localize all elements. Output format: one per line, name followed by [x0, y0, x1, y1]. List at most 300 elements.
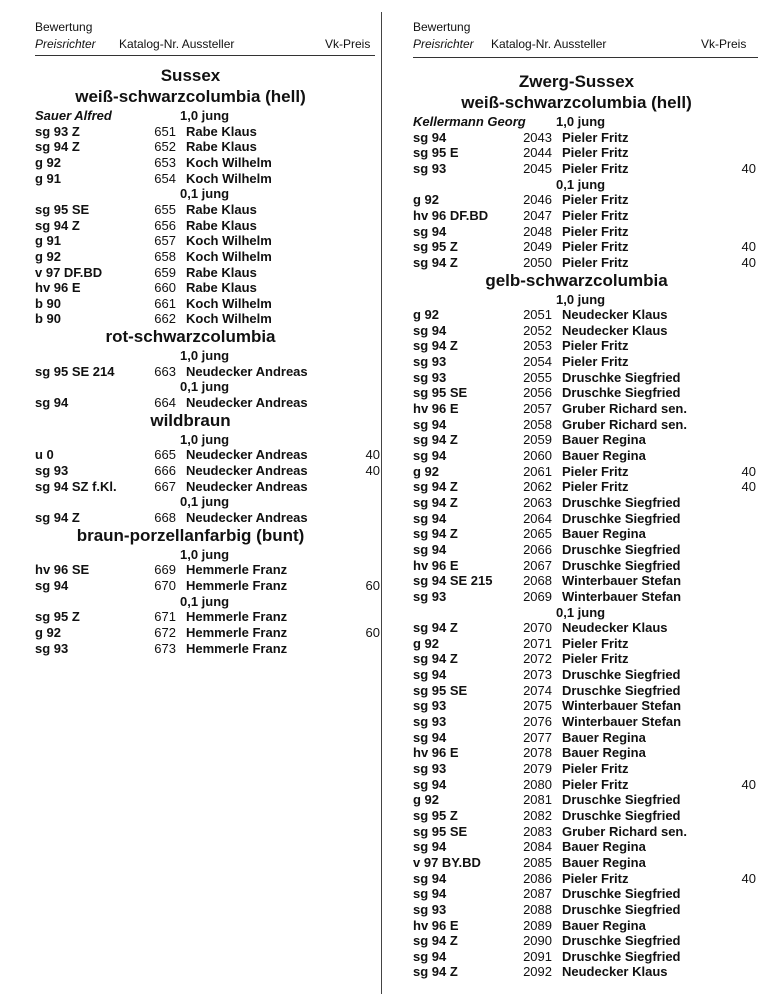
exhibitor-name: Pieler Fritz — [562, 338, 629, 354]
breed-heading: rot-schwarzcolumbia — [105, 327, 276, 347]
exhibitor-name: Neudecker Andreas — [186, 463, 308, 478]
table-row — [0, 265, 381, 281]
catalog-number: 664 — [154, 395, 176, 411]
catalog-number: 669 — [154, 562, 176, 578]
grade-cell: hv 96 E — [413, 401, 459, 417]
exhibitor-name: Koch Wilhelm — [186, 233, 272, 249]
catalog-number: 662 — [154, 311, 176, 327]
table-row — [0, 447, 381, 463]
sale-price: 40 — [741, 776, 756, 792]
grade-cell: g 92 — [413, 792, 440, 808]
catalog-number: 672 — [154, 624, 176, 640]
catalog-number: 2065 — [523, 526, 552, 542]
catalog-number: 2053 — [523, 338, 552, 354]
table-row — [386, 964, 767, 980]
exhibitor-name: Koch Wilhelm — [186, 311, 272, 327]
grade-cell: sg 93 — [413, 761, 447, 776]
grade-cell: g 92 — [413, 307, 440, 323]
exhibitor-name: Pieler Fritz — [562, 635, 629, 651]
catalog-number: 2089 — [523, 917, 552, 933]
exhibitor-name: Koch Wilhelm — [186, 170, 272, 186]
catalog-number: 2076 — [523, 714, 552, 730]
grade-cell: sg 94 SE 215 — [413, 573, 493, 589]
table-row — [386, 307, 767, 323]
table-row — [386, 255, 767, 271]
table-row — [0, 296, 381, 312]
catalog-number: 668 — [154, 509, 176, 525]
exhibitor-name: Rabe Klaus — [186, 123, 257, 139]
grade-cell: g 92 — [35, 154, 62, 170]
grade-cell: sg 93 — [413, 714, 447, 730]
catalog-number: 2049 — [523, 239, 552, 255]
table-row — [386, 542, 767, 558]
exhibitor-name: Pieler Fritz — [562, 160, 629, 176]
table-row — [386, 761, 767, 777]
table-row — [386, 730, 767, 746]
judge-name: Kellermann Georg — [413, 114, 526, 129]
table-row — [386, 208, 767, 224]
grade-cell: sg 94 — [413, 776, 447, 792]
catalog-number: 651 — [154, 123, 176, 139]
grade-cell: sg 94 Z — [413, 651, 458, 667]
grade-cell: sg 94 — [413, 448, 447, 463]
grade-cell: v 97 DF.BD — [35, 264, 103, 280]
sale-price: 40 — [741, 160, 756, 176]
grade-cell: b 90 — [35, 311, 62, 327]
catalog-number: 2066 — [523, 541, 552, 557]
exhibitor-name: Neudecker Andreas — [186, 447, 308, 463]
grade-cell: u 0 — [35, 447, 54, 463]
exhibitor-name: Pieler Fritz — [562, 254, 629, 270]
exhibitor-name: Koch Wilhelm — [186, 248, 272, 264]
table-row — [386, 824, 767, 840]
table-row — [0, 364, 381, 380]
exhibitor-name: Druschke Siegfried — [562, 510, 681, 526]
exhibitor-name: Neudecker Klaus — [562, 620, 668, 636]
exhibitor-name: Gruber Richard sen. — [562, 416, 687, 432]
grade-cell: g 91 — [35, 170, 62, 186]
table-row — [386, 323, 767, 339]
table-row — [386, 224, 767, 240]
grade-cell: sg 94 — [413, 870, 447, 886]
group-label: 0,1 jung — [180, 494, 230, 510]
sale-price: 40 — [365, 463, 380, 478]
grade-cell: g 91 — [35, 233, 62, 249]
exhibitor-name: Hemmerle Franz — [186, 562, 288, 578]
catalog-number: 653 — [154, 154, 176, 170]
catalog-number: 2082 — [523, 807, 552, 823]
catalog-number: 2090 — [523, 933, 552, 949]
catalog-number: 2057 — [523, 401, 552, 417]
group-label: 1,0 jung — [180, 348, 230, 364]
exhibitor-name: Neudecker Klaus — [562, 322, 668, 338]
group-label: 0,1 jung — [556, 604, 606, 620]
catalog-number: 659 — [154, 264, 176, 280]
exhibitor-name: Hemmerle Franz — [186, 609, 288, 625]
header-preisrichter: Preisrichter — [413, 37, 474, 51]
catalog-number: 2060 — [523, 448, 552, 463]
column-divider — [381, 12, 382, 994]
exhibitor-name: Koch Wilhelm — [186, 154, 272, 170]
catalog-number: 2077 — [523, 729, 552, 745]
table-row — [0, 155, 381, 171]
catalog-number: 2087 — [523, 886, 552, 902]
grade-cell: sg 93 — [413, 369, 447, 385]
catalog-number: 2055 — [523, 369, 552, 385]
exhibitor-name: Hemmerle Franz — [186, 624, 288, 640]
exhibitor-name: Druschke Siegfried — [562, 933, 681, 949]
exhibitor-name: Bauer Regina — [562, 526, 646, 542]
exhibitor-name: Druschke Siegfried — [562, 682, 681, 698]
table-row — [386, 839, 767, 855]
table-row — [0, 510, 381, 526]
catalog-number: 665 — [154, 447, 176, 463]
table-row — [0, 218, 381, 234]
table-row — [386, 526, 767, 542]
table-row — [386, 777, 767, 793]
group-label: 1,0 jung — [180, 546, 230, 562]
exhibitor-name: Pieler Fritz — [562, 192, 629, 208]
table-row — [386, 573, 767, 589]
exhibitor-name: Neudecker Andreas — [186, 363, 308, 379]
table-row — [386, 871, 767, 887]
exhibitor-name: Druschke Siegfried — [562, 369, 681, 385]
breed-heading: weiß-schwarzcolumbia (hell) — [461, 93, 692, 112]
grade-cell: sg 94 — [413, 416, 447, 432]
table-row — [386, 338, 767, 354]
table-row — [386, 855, 767, 871]
grade-cell: sg 94 Z — [35, 509, 80, 525]
grade-cell: sg 95 Z — [413, 239, 458, 255]
catalog-number: 2056 — [523, 385, 552, 401]
catalog-number: 2079 — [523, 761, 552, 776]
sale-price: 40 — [741, 479, 756, 495]
sale-price: 40 — [741, 239, 756, 255]
grade-cell: sg 94 — [413, 886, 447, 902]
table-row — [386, 145, 767, 161]
grade-cell: sg 93 — [413, 354, 447, 370]
table-row — [386, 511, 767, 527]
catalog-number: 2071 — [523, 635, 552, 651]
catalog-number: 2051 — [523, 307, 552, 323]
exhibitor-name: Hemmerle Franz — [186, 577, 288, 593]
catalog-number: 2064 — [523, 510, 552, 526]
grade-cell: hv 96 E — [35, 280, 81, 296]
header-vk-preis: Vk-Preis — [325, 37, 371, 51]
grade-cell: sg 94 — [413, 667, 447, 683]
catalog-number: 673 — [154, 640, 176, 656]
sale-price: 60 — [365, 624, 380, 640]
exhibitor-name: Rabe Klaus — [186, 139, 257, 155]
grade-cell: sg 94 — [413, 839, 447, 855]
table-row — [0, 124, 381, 140]
grade-cell: sg 94 Z — [413, 620, 458, 636]
table-row — [0, 280, 381, 296]
table-row — [386, 636, 767, 652]
header-rule — [35, 55, 375, 56]
grade-cell: sg 93 — [413, 901, 447, 917]
group-label: 0,1 jung — [180, 379, 230, 395]
catalog-number: 2048 — [523, 223, 552, 239]
catalog-number: 2062 — [523, 479, 552, 495]
catalog-number: 2043 — [523, 129, 552, 145]
table-row — [386, 620, 767, 636]
grade-cell: sg 94 Z — [413, 964, 458, 980]
table-row — [386, 683, 767, 699]
exhibitor-name: Winterbauer Stefan — [562, 588, 682, 604]
exhibitor-name: Hemmerle Franz — [186, 640, 288, 656]
table-row — [386, 918, 767, 934]
catalog-number: 2078 — [523, 745, 552, 761]
exhibitor-name: Bauer Regina — [562, 729, 646, 745]
sale-price: 40 — [741, 254, 756, 270]
grade-cell: g 92 — [413, 192, 440, 208]
catalog-number: 671 — [154, 609, 176, 625]
exhibitor-name: Neudecker Andreas — [186, 478, 308, 494]
table-row — [386, 385, 767, 401]
grade-cell: g 92 — [35, 248, 62, 264]
table-row — [386, 354, 767, 370]
catalog-number: 2091 — [523, 948, 552, 964]
catalog-number: 2083 — [523, 823, 552, 839]
grade-cell: sg 94 Z — [35, 139, 80, 155]
exhibitor-name: Pieler Fritz — [562, 129, 629, 145]
exhibitor-name: Koch Wilhelm — [186, 295, 272, 311]
exhibitor-name: Druschke Siegfried — [562, 901, 681, 917]
grade-cell: hv 96 DF.BD — [413, 207, 489, 223]
table-row — [386, 495, 767, 511]
group-label: 1,0 jung — [556, 114, 606, 129]
table-row — [386, 558, 767, 574]
exhibitor-name: Druschke Siegfried — [562, 494, 681, 510]
catalog-number: 2059 — [523, 432, 552, 448]
catalog-number: 2075 — [523, 698, 552, 714]
header-bewertung: Bewertung — [35, 20, 93, 34]
grade-cell: sg 93 Z — [35, 123, 80, 139]
table-row — [386, 714, 767, 730]
grade-cell: sg 94 Z — [413, 933, 458, 949]
exhibitor-name: Druschke Siegfried — [562, 667, 681, 683]
grade-cell: sg 95 E — [413, 145, 459, 161]
table-row — [386, 792, 767, 808]
exhibitor-name: Druschke Siegfried — [562, 792, 681, 808]
exhibitor-name: Neudecker Andreas — [186, 395, 308, 411]
grade-cell: sg 94 — [35, 577, 69, 593]
grade-cell: sg 95 SE — [413, 823, 468, 839]
exhibitor-name: Rabe Klaus — [186, 217, 257, 233]
grade-cell: sg 93 — [35, 640, 69, 656]
catalog-number: 654 — [154, 170, 176, 186]
catalog-number: 658 — [154, 248, 176, 264]
grade-cell: sg 94 — [413, 729, 447, 745]
catalog-number: 2044 — [523, 145, 552, 161]
catalog-number: 2045 — [523, 160, 552, 176]
table-row — [0, 202, 381, 218]
catalog-number: 2058 — [523, 416, 552, 432]
exhibitor-name: Neudecker Klaus — [562, 964, 668, 980]
table-row — [386, 667, 767, 683]
exhibitor-name: Bauer Regina — [562, 448, 646, 463]
table-row — [386, 949, 767, 965]
grade-cell: sg 94 Z — [413, 479, 458, 495]
grade-cell: sg 94 — [413, 948, 447, 964]
section-title: Zwerg-Sussex — [518, 72, 635, 91]
exhibitor-name: Bauer Regina — [562, 839, 646, 855]
catalog-number: 661 — [154, 295, 176, 311]
breed-heading: braun-porzellanfarbig (bunt) — [76, 525, 305, 545]
grade-cell: sg 94 Z — [413, 526, 458, 542]
exhibitor-name: Pieler Fritz — [562, 761, 629, 776]
catalog-number: 667 — [154, 478, 176, 494]
exhibitor-name: Pieler Fritz — [562, 354, 629, 370]
grade-cell: sg 95 SE — [35, 201, 90, 217]
exhibitor-name: Pieler Fritz — [562, 776, 629, 792]
table-row — [386, 448, 767, 464]
catalog-number: 660 — [154, 280, 176, 296]
grade-cell: sg 95 SE — [413, 682, 468, 698]
group-label: 1,0 jung — [180, 108, 230, 123]
catalog-number: 2047 — [523, 207, 552, 223]
catalog-number: 655 — [154, 201, 176, 217]
grade-cell: sg 95 SE 214 — [35, 363, 115, 379]
catalog-number: 2052 — [523, 322, 552, 338]
exhibitor-name: Winterbauer Stefan — [562, 573, 682, 589]
grade-cell: hv 96 E — [413, 917, 459, 933]
grade-cell: sg 94 — [413, 129, 447, 145]
grade-cell: sg 94 — [413, 541, 447, 557]
exhibitor-name: Bauer Regina — [562, 432, 646, 448]
catalog-number: 2088 — [523, 901, 552, 917]
grade-cell: g 92 — [35, 624, 62, 640]
exhibitor-name: Druschke Siegfried — [562, 541, 681, 557]
catalog-number: 2072 — [523, 651, 552, 667]
header-vk-preis: Vk-Preis — [701, 37, 747, 51]
catalog-number: 670 — [154, 577, 176, 593]
exhibitor-name: Bauer Regina — [562, 745, 646, 761]
catalog-number: 666 — [154, 463, 176, 478]
catalog-number: 2063 — [523, 494, 552, 510]
table-row — [386, 417, 767, 433]
table-row — [386, 933, 767, 949]
sale-price: 40 — [741, 870, 756, 886]
exhibitor-name: Pieler Fritz — [562, 463, 629, 479]
catalog-number: 2050 — [523, 254, 552, 270]
exhibitor-name: Pieler Fritz — [562, 479, 629, 495]
catalog-number: 656 — [154, 217, 176, 233]
table-row — [0, 562, 381, 578]
table-row — [386, 161, 767, 177]
table-row — [386, 651, 767, 667]
catalog-number: 2046 — [523, 192, 552, 208]
catalog-number: 2067 — [523, 557, 552, 573]
exhibitor-name: Pieler Fritz — [562, 239, 629, 255]
grade-cell: b 90 — [35, 295, 62, 311]
catalog-number: 2074 — [523, 682, 552, 698]
group-label: 1,0 jung — [180, 431, 230, 447]
exhibitor-name: Winterbauer Stefan — [562, 714, 682, 730]
catalog-number: 657 — [154, 233, 176, 249]
grade-cell: hv 96 SE — [35, 562, 90, 578]
catalog-number: 2061 — [523, 463, 552, 479]
catalog-number: 663 — [154, 363, 176, 379]
table-row — [0, 311, 381, 327]
grade-cell: sg 94 — [35, 395, 69, 411]
grade-cell: sg 94 — [413, 322, 447, 338]
exhibitor-name: Gruber Richard sen. — [562, 401, 687, 417]
table-row — [386, 432, 767, 448]
sale-price: 40 — [741, 463, 756, 479]
catalog-number: 2081 — [523, 792, 552, 808]
table-row — [0, 609, 381, 625]
catalog-number: 2054 — [523, 354, 552, 370]
header-katalog: Katalog-Nr. Aussteller — [491, 37, 607, 51]
sale-price: 60 — [365, 577, 380, 593]
grade-cell: hv 96 E — [413, 745, 459, 761]
grade-cell: sg 94 Z — [413, 494, 458, 510]
table-row — [0, 249, 381, 265]
exhibitor-name: Pieler Fritz — [562, 223, 629, 239]
grade-cell: v 97 BY.BD — [413, 854, 481, 870]
catalog-number: 2084 — [523, 839, 552, 855]
grade-cell: sg 94 Z — [35, 217, 80, 233]
catalog-number: 2092 — [523, 964, 552, 980]
catalog-number: 2069 — [523, 588, 552, 604]
exhibitor-name: Rabe Klaus — [186, 264, 257, 280]
table-row — [386, 370, 767, 386]
sale-price: 40 — [365, 447, 380, 463]
exhibitor-name: Winterbauer Stefan — [562, 698, 682, 714]
grade-cell: sg 94 Z — [413, 432, 458, 448]
table-row — [0, 479, 381, 495]
breed-heading: wildbraun — [150, 410, 231, 430]
table-row — [386, 745, 767, 761]
grade-cell: sg 93 — [413, 588, 447, 604]
grade-cell: sg 94 Z — [413, 338, 458, 354]
exhibitor-name: Gruber Richard sen. — [562, 823, 687, 839]
grade-cell: sg 95 SE — [413, 385, 468, 401]
grade-cell: sg 94 — [413, 223, 447, 239]
grade-cell: sg 95 Z — [413, 807, 458, 823]
exhibitor-name: Pieler Fritz — [562, 651, 629, 667]
catalog-number: 2068 — [523, 573, 552, 589]
grade-cell: hv 96 E — [413, 557, 459, 573]
catalog-number: 2086 — [523, 870, 552, 886]
header-rule — [413, 57, 758, 58]
judge-name: Sauer Alfred — [35, 108, 112, 123]
table-row — [0, 395, 381, 411]
table-row — [386, 886, 767, 902]
catalog-number: 2073 — [523, 667, 552, 683]
table-row — [386, 589, 767, 605]
table-row — [0, 171, 381, 187]
grade-cell: g 92 — [413, 463, 440, 479]
table-row — [0, 641, 381, 657]
table-row — [386, 479, 767, 495]
exhibitor-name: Druschke Siegfried — [562, 948, 681, 964]
table-row — [0, 139, 381, 155]
grade-cell: g 92 — [413, 635, 440, 651]
exhibitor-name: Pieler Fritz — [562, 145, 629, 161]
grade-cell: sg 93 — [35, 463, 69, 478]
grade-cell: sg 94 — [413, 510, 447, 526]
exhibitor-name: Bauer Regina — [562, 917, 646, 933]
table-row — [386, 902, 767, 918]
table-row — [386, 130, 767, 146]
exhibitor-name: Druschke Siegfried — [562, 886, 681, 902]
table-row — [386, 698, 767, 714]
table-row — [386, 239, 767, 255]
group-label: 0,1 jung — [180, 593, 230, 609]
